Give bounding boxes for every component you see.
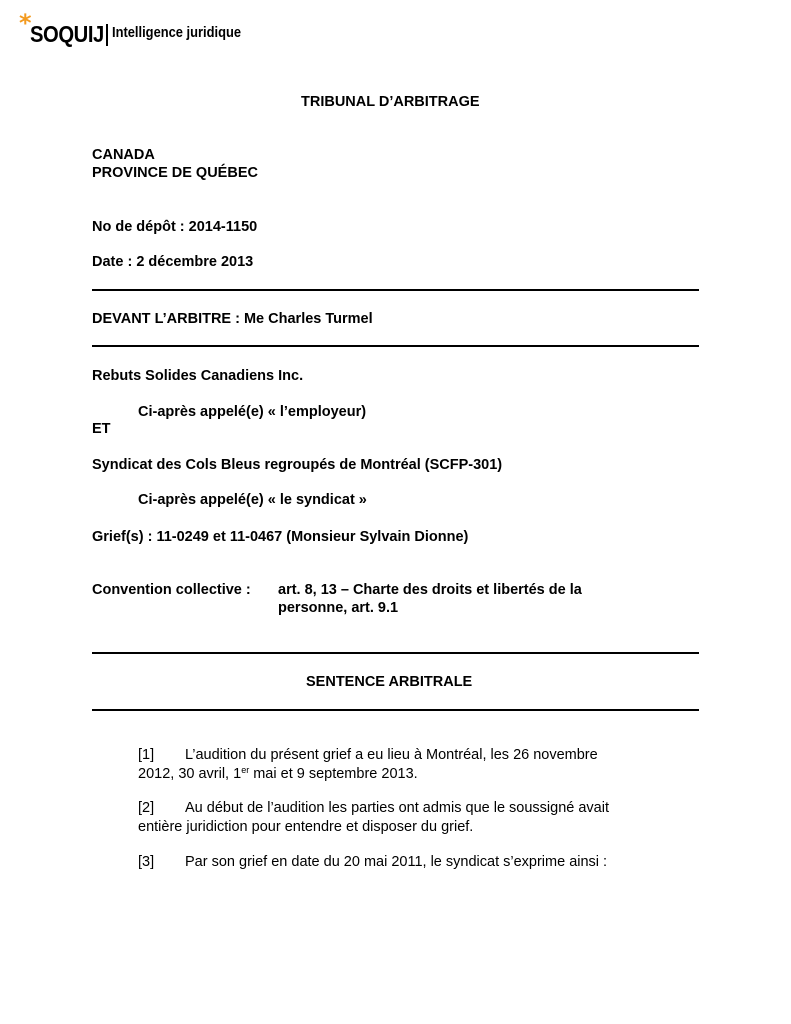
divider [92,345,699,347]
paragraph-number: [3] [138,854,155,870]
employer-name: Rebuts Solides Canadiens Inc. [92,368,304,384]
divider [92,709,699,711]
union-designation: Ci-après appelé(e) « le syndicat » [138,492,367,508]
deposit-number: No de dépôt : 2014-1150 [92,219,258,235]
convention-articles-line1: art. 8, 13 – Charte des droits et libertés de la [278,582,582,598]
grievance-numbers: Grief(s) : 11-0249 et 11-0467 (Monsieur Sylvain Dionne) [92,529,469,545]
decision-date: Date : 2 décembre 2013 [92,254,254,270]
ordinal-suffix: er [241,765,250,775]
paragraph-text: entière juridiction pour entendre et disposer du grief. [138,819,474,835]
divider [92,289,699,291]
paragraph-number: [2] [138,800,155,816]
convention-articles-line2: personne, art. 9.1 [278,600,399,616]
paragraph-text: 2012, 30 avril, 1 [138,766,242,782]
paragraph-text: Par son grief en date du 20 mai 2011, le syndicat s’exprime ainsi : [185,854,608,870]
soquij-logo [19,9,259,52]
logo-divider [106,24,108,46]
section-title: SENTENCE ARBITRALE [306,674,473,690]
paragraph-3 [138,853,662,872]
paragraph-text: L’audition du présent grief a eu lieu à Montréal, les 26 novembre [185,747,598,763]
convention-label: Convention collective : [92,582,251,598]
union-name: Syndicat des Cols Bleus regroupés de Montréal (SCFP-301) [92,457,503,473]
logo-tagline: Intelligence juridique [112,24,242,41]
logo-brand: SOQUIJ [30,21,104,47]
paragraph-number: [1] [138,747,155,763]
province: PROVINCE DE QUÉBEC [92,165,258,181]
paragraph-2 [138,799,662,837]
paragraph-text: mai et 9 septembre 2013. [249,766,418,782]
tribunal-title: TRIBUNAL D’ARBITRAGE [301,94,480,110]
parties-connector: ET [92,421,111,437]
arbiter: DEVANT L’ARBITRE : Me Charles Turmel [92,311,373,327]
paragraph-1 [138,746,662,784]
country: CANADA [92,147,155,163]
employer-designation: Ci-après appelé(e) « l’employeur) [138,404,367,420]
asterisk-icon: * [19,9,32,37]
divider [92,652,699,654]
paragraph-text: Au début de l’audition les parties ont admis que le soussigné avait [185,800,609,816]
